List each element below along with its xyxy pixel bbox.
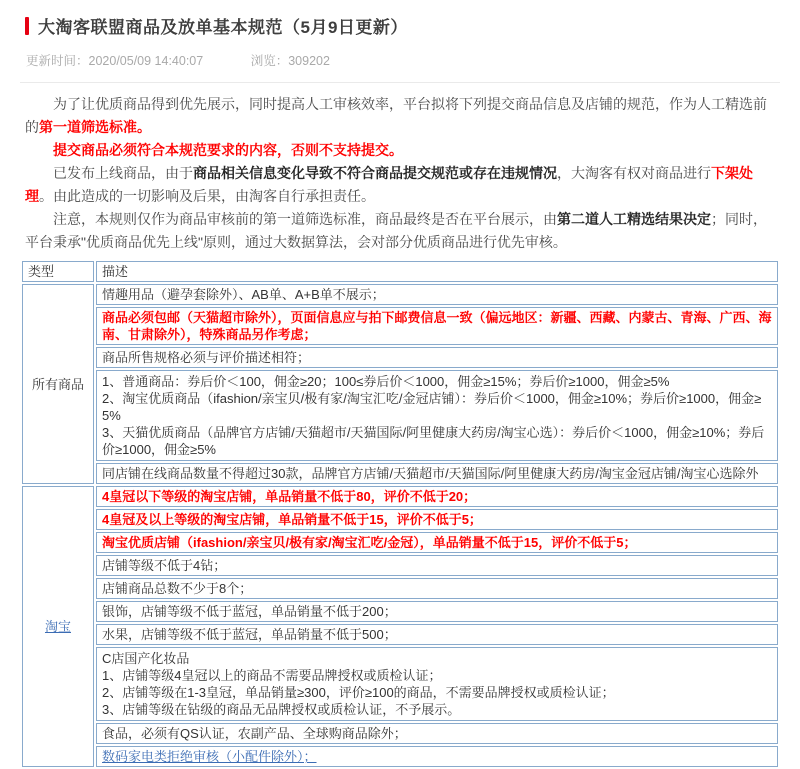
intro-paragraph-3: [25, 162, 775, 208]
rule-line: 1、店铺等级4皇冠以上的商品不需要品牌授权或质检认证；: [102, 668, 442, 683]
rule-line: 2、淘宝优质商品（ifashion/亲宝贝/极有家/淘宝汇吃/金冠店铺）：券后价＜1000，佣金≥10%；券后价≥1000，佣金≥5%: [102, 391, 762, 423]
table-row: [22, 578, 778, 599]
intro-paragraph-1: [25, 93, 775, 139]
intro-p4-post: ；同时，平台秉承"优质商品优先上线"原则，通过大数据算法，会对部分优质商品进行优先审核。: [25, 211, 767, 250]
table-row: [22, 463, 778, 484]
updated-label: 更新时间：: [26, 54, 89, 68]
intro-p3-highlight: 下架处理: [25, 165, 753, 204]
rules-table: [20, 259, 780, 769]
intro-paragraph-4: [25, 208, 775, 254]
rule-cell: 食品，必须有QS认证，农副产品、全球购商品除外；: [96, 723, 778, 744]
intro-section: [0, 83, 800, 254]
rule-cell: [96, 647, 778, 721]
rule-cell: 商品必须包邮（天猫超市除外），页面信息应与拍下邮费信息一致（偏远地区：新疆、西藏、内蒙古、青海、广西、海南、甘肃除外），特殊商品另作考虑；: [96, 307, 778, 345]
table-row: [22, 370, 778, 461]
rule-line: 3、天猫优质商品（品牌官方店铺/天猫超市/天猫国际/阿里健康大药房/淘宝心选）：券后价＜1000，佣金≥10%；券后价≥1000，佣金≥5%: [102, 425, 765, 457]
rule-cell: 4皇冠及以上等级的淘宝店铺，单品销量不低于15，评价不低于5；: [96, 509, 778, 530]
table-row: [22, 746, 778, 767]
rule-cell: 水果，店铺等级不低于蓝冠，单品销量不低于500；: [96, 624, 778, 645]
rule-line: 1、普通商品：券后价＜100，佣金≥20；100≤券后价＜1000，佣金≥15%；券后价≥1000，佣金≥5%: [102, 374, 670, 389]
table-row: [22, 647, 778, 721]
desc-header-cell: 描述: [96, 261, 778, 282]
intro-p3-post: 。由此造成的一切影响及后果，由淘客自行承担责任。: [39, 188, 375, 204]
page-header: [0, 0, 800, 38]
page-title: 大淘客联盟商品及放单基本规范（5月9日更新）: [38, 18, 408, 37]
intro-p4-bold: 第二道人工精选结果决定: [557, 211, 711, 227]
table-row: [22, 555, 778, 576]
table-row: [22, 509, 778, 530]
table-row: [22, 624, 778, 645]
rule-cell: [96, 746, 778, 767]
intro-paragraph-2: 提交商品必须符合本规范要求的内容，否则不支持提交。: [53, 142, 403, 158]
rule-cell: 银饰，店铺等级不低于蓝冠，单品销量不低于200；: [96, 601, 778, 622]
type-header-cell: 类型: [22, 261, 94, 282]
table-header-row: [22, 261, 778, 282]
table-row: [22, 723, 778, 744]
views-value: 309202: [288, 54, 330, 68]
rule-cell: 淘宝优质店铺（ifashion/亲宝贝/极有家/淘宝汇吃/金冠），单品销量不低于15，评价不低于5；: [96, 532, 778, 553]
rule-cell: 4皇冠以下等级的淘宝店铺，单品销量不低于80，评价不低于20；: [96, 486, 778, 507]
intro-p3-text: 已发布上线商品，由于: [53, 165, 193, 181]
table-row: [22, 307, 778, 345]
type-link-淘宝[interactable]: 淘宝: [44, 619, 71, 634]
type-cell: 所有商品: [22, 284, 94, 484]
rule-cell: 店铺等级不低于4钻；: [96, 555, 778, 576]
table-row: [22, 486, 778, 507]
rule-line: 2、店铺等级在1-3皇冠，单品销量≥300，评价≥100的商品，不需要品牌授权或质检认证；: [102, 685, 615, 700]
rule-link[interactable]: 数码家电类拒绝审核（小配件除外）；: [102, 749, 317, 764]
intro-p3-mid: ，大淘客有权对商品进行: [557, 165, 711, 181]
rule-line: 3、店铺等级在钻级的商品无品牌授权或质检认证，不予展示。: [102, 702, 461, 717]
rule-line: C店国产化妆品: [102, 651, 190, 666]
intro-p4-text: 注意，本规则仅作为商品审核前的第一道筛选标准，商品最终是否在平台展示，由: [53, 211, 557, 227]
table-row: [22, 532, 778, 553]
rules-table-body: [22, 261, 778, 767]
table-row: [22, 284, 778, 305]
intro-p3-bold: 商品相关信息变化导致不符合商品提交规范或存在违规情况: [193, 165, 557, 181]
meta-row: [0, 38, 800, 69]
views-label: 浏览：: [250, 54, 289, 68]
title-accent-bar-icon: [25, 17, 29, 35]
intro-p1-text: 为了让优质商品得到优先展示，同时提高人工审核效率，平台拟将下列提交商品信息及店铺的规范，作为人工精选前的: [25, 96, 767, 135]
rule-cell: 情趣用品（避孕套除外）、AB单、A+B单不展示；: [96, 284, 778, 305]
rule-cell: 商品所售规格必须与评价描述相符；: [96, 347, 778, 368]
table-row: [22, 601, 778, 622]
table-row: [22, 347, 778, 368]
updated-value: 2020/05/09 14:40:07: [88, 54, 204, 68]
rule-cell: 同店铺在线商品数量不得超过30款，品牌官方店铺/天猫超市/天猫国际/阿里健康大药房/淘宝金冠店铺/淘宝心选除外: [96, 463, 778, 484]
intro-p1-highlight: 第一道筛选标准。: [39, 119, 151, 135]
rule-cell: [96, 370, 778, 461]
rule-cell: 店铺商品总数不少于8个；: [96, 578, 778, 599]
